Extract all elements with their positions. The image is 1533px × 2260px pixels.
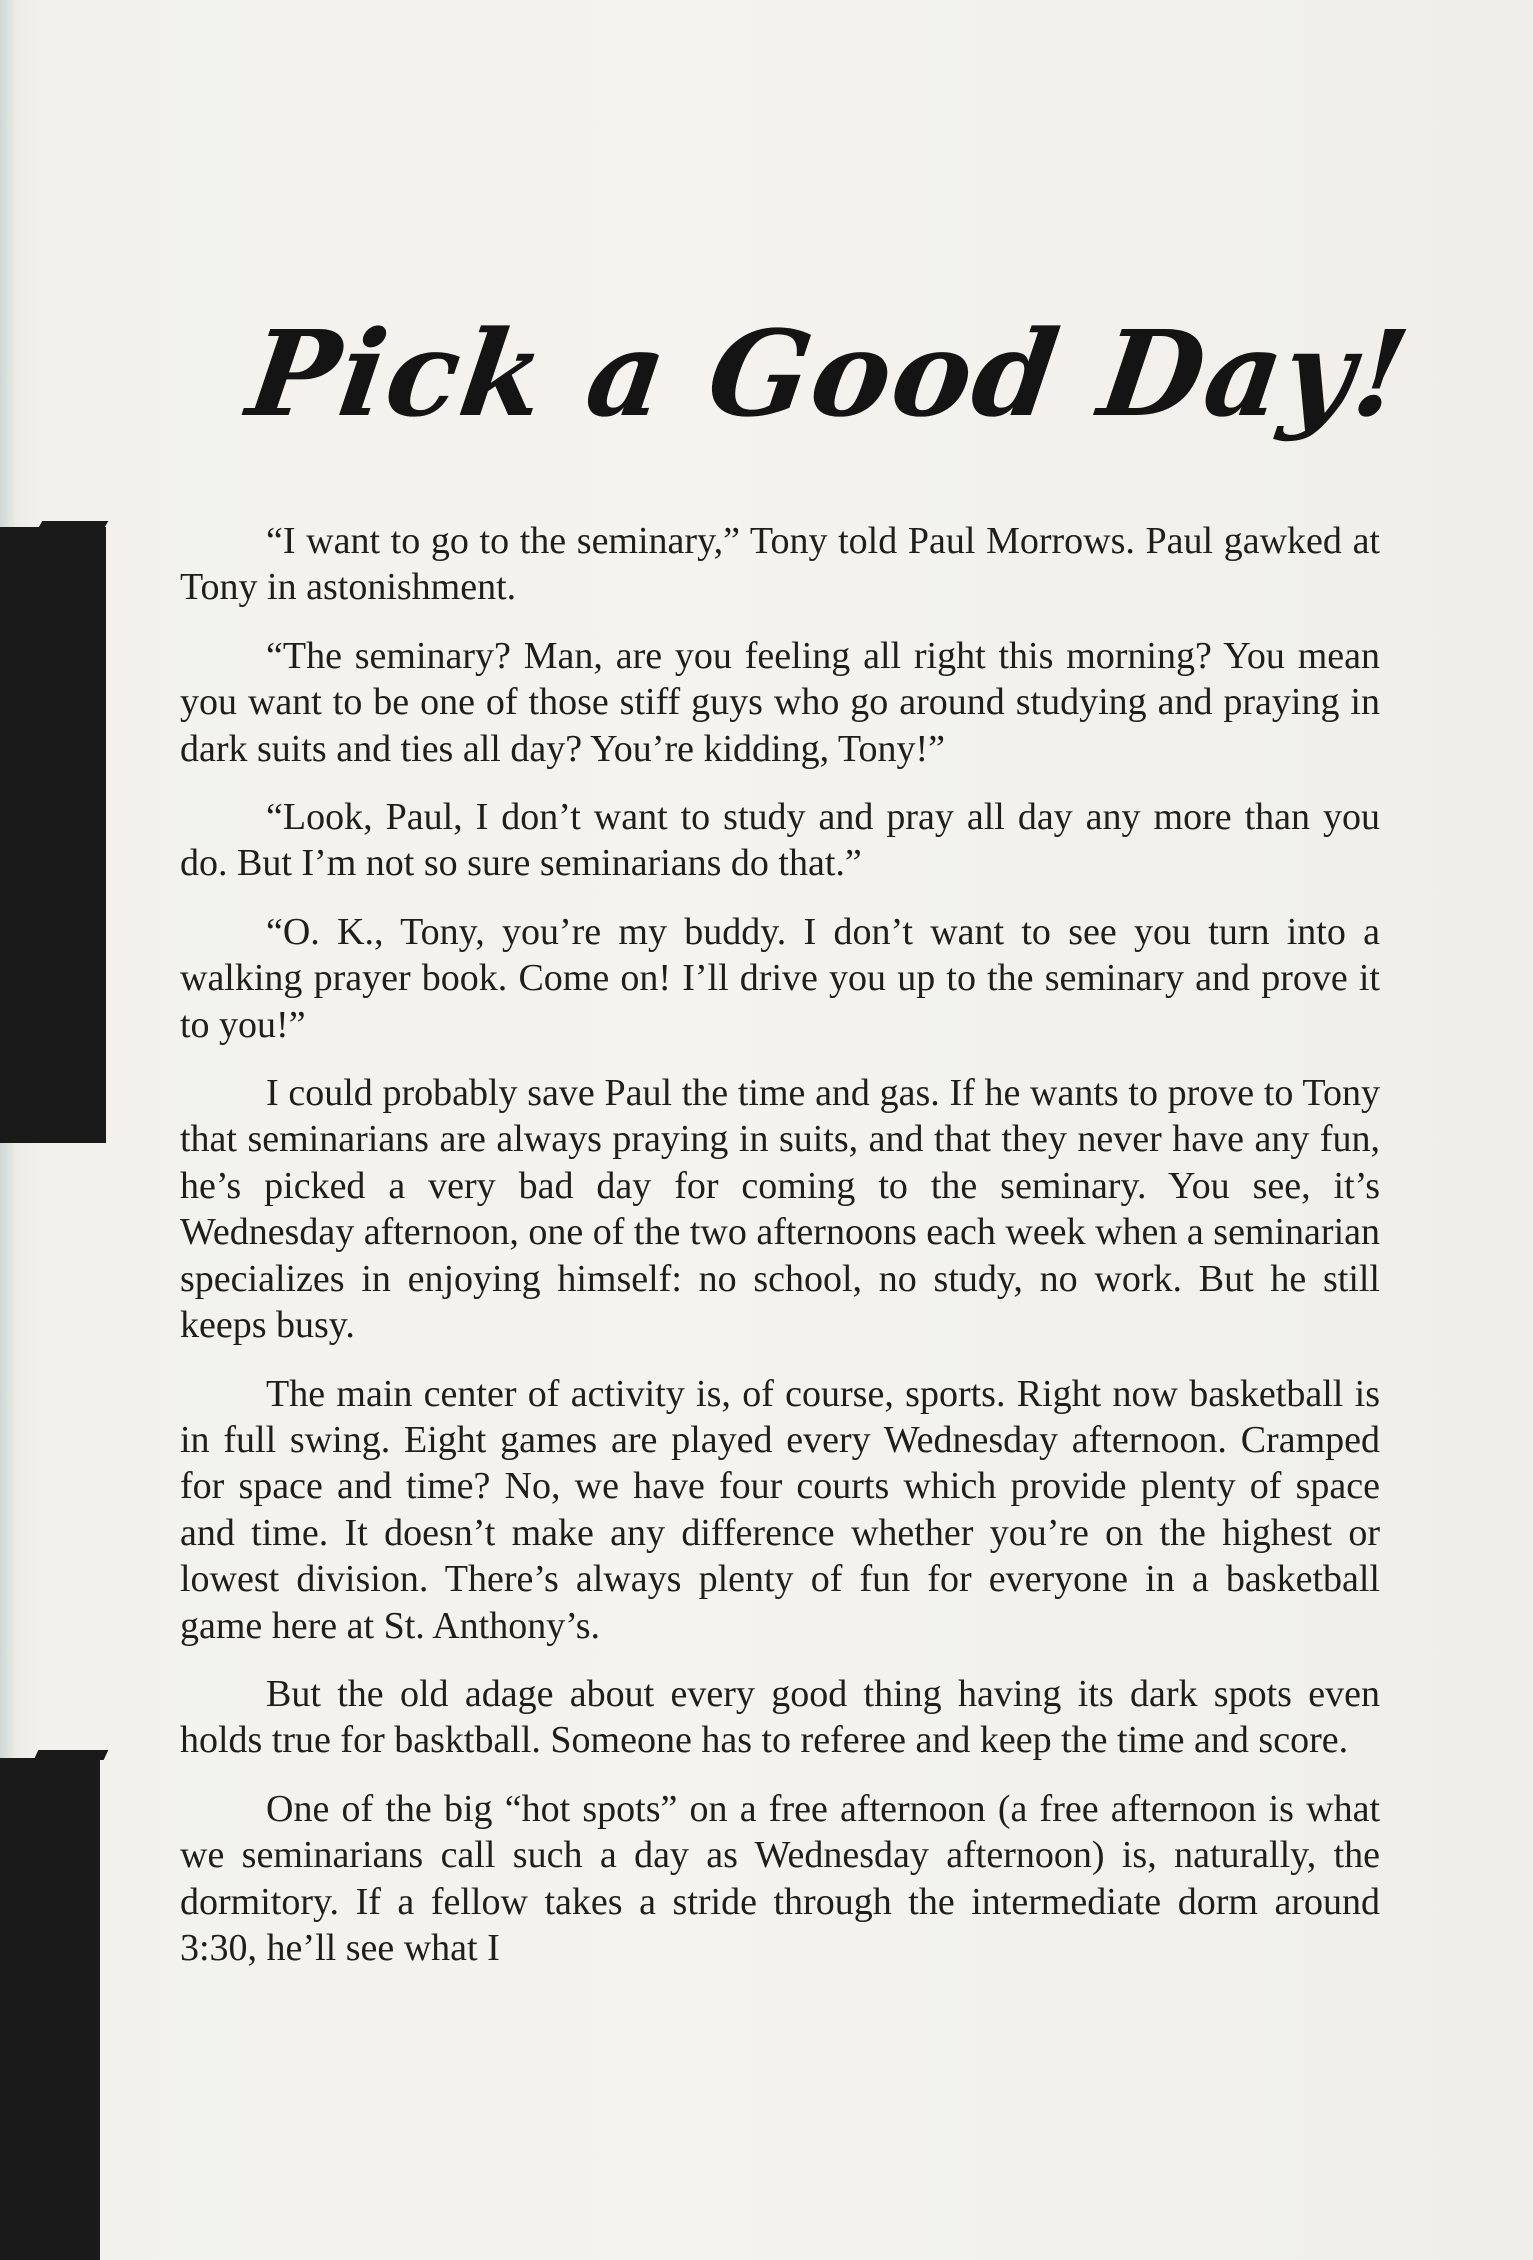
paragraph: The main center of activity is, of course, sports. Right now basketball is in full swing. Eight games are played every Wednesday afternoon. Cramped for space and time? No, we have four courts which provide plenty of space and time. It doesn’t make any difference whether you’re on the highest or lowest division. There’s always plenty of fun for everyone in a basketball game here at St. Anthony’s. xyxy=(180,1372,1380,1647)
paragraph: “Look, Paul, I don’t want to study and pray all day any more than you do. But I’m not so sure seminarians do that.” xyxy=(180,796,1380,885)
paragraph: “O. K., Tony, you’re my buddy. I don’t want to see you turn into a walking prayer book. Come on! I’ll drive you up to the seminary and prove it to you!” xyxy=(180,910,1380,1046)
black-bleed-bar-bottom xyxy=(0,1758,100,2260)
black-bleed-bar-top xyxy=(0,527,106,1143)
paragraph: One of the big “hot spots” on a free afternoon (a free afternoon is what we seminarians call such a day as Wednesday afternoon) is, naturally, the dormitory. If a fellow takes a stride through the intermediate dorm around 3:30, he’ll see what I xyxy=(180,1787,1380,1969)
paragraph: “The seminary? Man, are you feeling all right this morning? You mean you want to be one of those stiff guys who go around studying and praying in dark suits and ties all day? You’re kidding, Tony!” xyxy=(180,634,1380,770)
paragraph: But the old adage about every good thing having its dark spots even holds true for basktball. Someone has to referee and keep the time and score. xyxy=(180,1672,1380,1762)
paragraph: “I want to go to the seminary,” Tony told Paul Morrows. Paul gawked at Tony in astonishment. xyxy=(180,520,1380,609)
article-body xyxy=(180,518,1380,1971)
article-title: Pick a Good Day! xyxy=(240,304,1419,444)
paragraph: I could probably save Paul the time and gas. If he wants to prove to Tony that seminarians are always praying in suits, and that they never have any fun, he’s picked a very bad day for coming to the seminary. You see, it’s Wednesday afternoon, one of the two afternoons each week when a seminarian specializes in enjoying himself: no school, no study, no work. But he still keeps busy. xyxy=(180,1072,1380,1347)
